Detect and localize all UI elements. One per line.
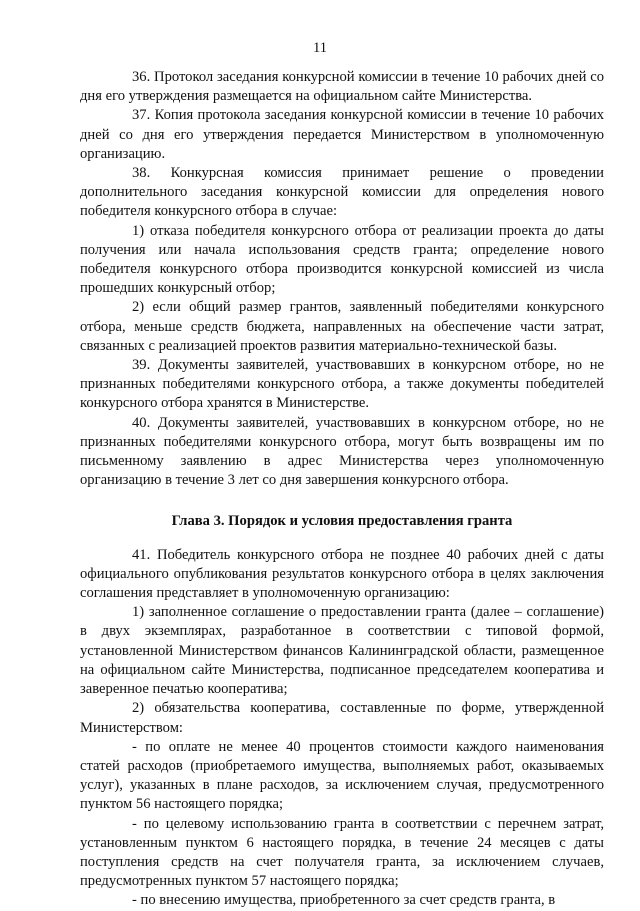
chapter-title: Глава 3. Порядок и условия предоставления гранта [171, 513, 513, 530]
paragraph-38-item-1: 1) отказа победителя конкурсного отбора от реализации проекта до даты получения или начала использования средств гранта; определение нового победителя конкурсного отбора производится конкурсной комиссией из числа прошедших конкурсный отбор; [80, 222, 604, 297]
paragraph-37: 37. Копия протокола заседания конкурсной комиссии в течение 10 рабочих дней со дня его утверждения передается Министерством в уполномоченную организацию. [80, 107, 604, 162]
obligation-item: - по оплате не менее 40 процентов стоимости каждого наименования статей расходов (приобретаемого имущества, выполняемых работ, оказываемых услуг), указанных в плане расходов, за исключением случая, предусмотренного пунктом 56 настоящего порядка; [80, 738, 604, 813]
obligation-item: - по внесению имущества, приобретенного за счет средств гранта, в [132, 892, 556, 909]
obligation-item: - по целевому использованию гранта в соответствии с перечнем затрат, установленным пунктом 6 настоящего порядка, в течение 24 месяцев с даты поступления средств на счет получателя гранта, за исключением случаев, предусмотренных пунктом 57 настоящего порядка; [80, 815, 604, 890]
paragraph-38-item-2: 2) если общий размер грантов, заявленный победителями конкурсного отбора, меньше средств бюджета, направленных на обеспечение части затрат, связанных с реализацией проектов развития материально-технической базы. [80, 299, 604, 354]
paragraph-41-item-2: 2) обязательства кооператива, составленные по форме, утвержденной Министерством: [80, 700, 604, 736]
paragraph-38: 38. Конкурсная комиссия принимает решение о проведении дополнительного заседания конкурсной комиссии для определения нового победителя конкурсного отбора в случае: [80, 165, 604, 220]
paragraph-36: 36. Протокол заседания конкурсной комиссии в течение 10 рабочих дней со дня его утверждения размещается на официальном сайте Министерства. [80, 69, 604, 105]
page-content [80, 68, 604, 911]
paragraph-39: 39. Документы заявителей, участвовавших в конкурсном отборе, но не признанных победителями конкурсного отбора, а также документы победителей конкурсного отбора хранятся в Министерстве. [80, 357, 604, 412]
paragraph-41: 41. Победитель конкурсного отбора не позднее 40 рабочих дней с даты официального опубликования результатов конкурсного отбора в целях заключения соглашения представляет в уполномоченную организацию: [80, 546, 604, 602]
paragraph-41-item-1: 1) заполненное соглашение о предоставлении гранта (далее – соглашение) в двух экземплярах, разработанное в соответствии с типовой формой, установленной Министерством финансов Калининградской области, размещенное на официальном сайте Министерства, подписанное председателем кооператива и заверенное печатью кооператива; [80, 604, 604, 698]
paragraph-40: 40. Документы заявителей, участвовавших в конкурсном отборе, но не признанных победителями конкурсного отбора, могут быть возвращены им по письменному заявлению в адрес Министерства через уполномоченную организацию в течение 3 лет со дня завершения конкурсного отбора. [80, 414, 604, 489]
page-number: 11 [312, 40, 328, 56]
